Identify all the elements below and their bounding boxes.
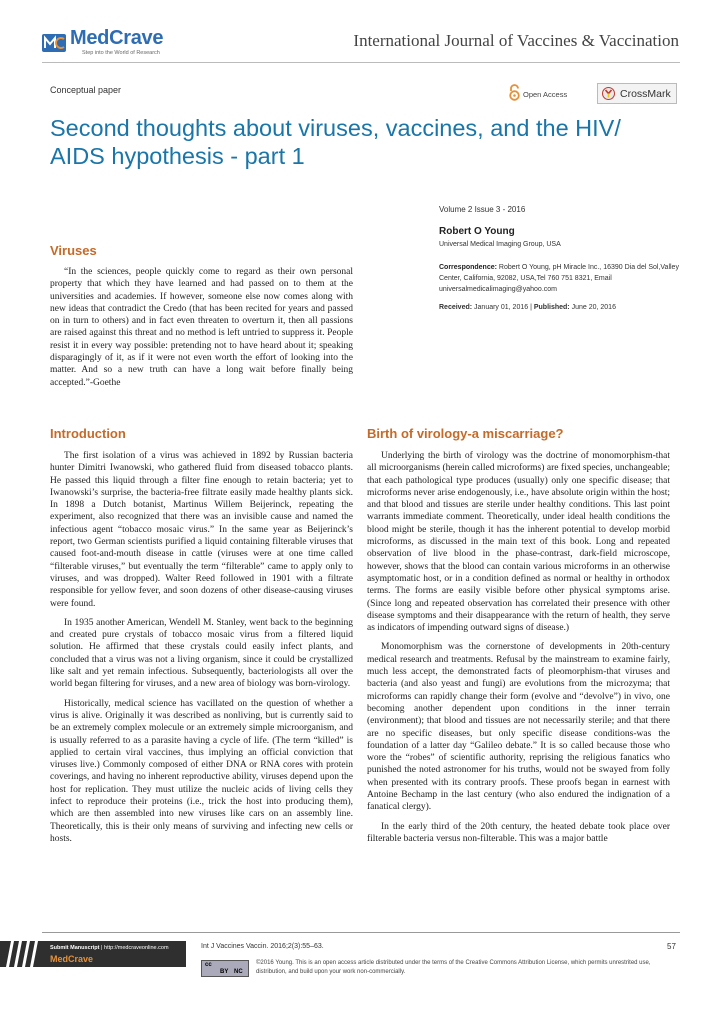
footer-divider xyxy=(42,932,680,933)
open-access-label: Open Access xyxy=(523,90,568,99)
author-affiliation: Universal Medical Imaging Group, USA xyxy=(439,241,561,248)
section-heading-introduction: Introduction xyxy=(50,426,126,441)
goethe-quote: “In the sciences, people quickly come to regard as their own personal property that which they have learned and had passed on to them at the universities and academies. If however, someone else now comes along with new ideas that contradict the Credo (that has been recited for years and passed on in turn to others) and in fact even threaten to overturn it, then all passions are raised against this threat and no method is left untried to suppress it. People resist it in every way possible: pretending not to have heard about it; speaking disparagingly of it, as if it were not even worth the effort of looking into the matter. And so a new truth can have a long wait before finally being accepted.”-Goethe xyxy=(50,267,353,388)
cc-icon: cc xyxy=(205,962,212,968)
submit-manuscript-link[interactable]: Submit Manuscript | http://medcraveonline.com xyxy=(50,945,169,951)
journal-title: International Journal of Vaccines & Vaccination xyxy=(353,31,679,50)
author-name: Robert O Young xyxy=(439,226,515,237)
paragraph: In the early third of the 20th century, the heated debate took place over filterable bacteria versus non-filterable. This was a major battle xyxy=(367,821,670,844)
section-heading-viruses: Viruses xyxy=(50,243,97,258)
article-title: Second thoughts about viruses, vaccines, and the HIV/ AIDS hypothesis - part 1 xyxy=(50,115,621,169)
crossmark-label: CrossMark xyxy=(620,88,671,100)
license-text: ©2016 Young. This is an open access article distributed under the terms of the Creative Commons Attribution License, which permits unrestrited use, distribution, and build upon your work non-commercially. xyxy=(256,960,651,975)
paragraph: In 1935 another American, Wendell M. Stanley, went back to the beginning and created pure crystals of tobacco mosaic virus from a filtered liquid solution. He affirmed that these crystals could easily infect plants, and concluded that a virus was not a living organism, since it could be crystallized like salt and yet remain infectious. Subsequently, bacteriologists all over the world began filtering for viruses, and a new area of biology was born-virology. xyxy=(50,617,353,690)
correspondence-text[interactable]: Robert O Young, pH Miracle Inc., 16390 Dia del Sol,Valley Center, California, 92082, USA,Tel 760 751 8321, Email universalmedicalimaging@yahoo.com xyxy=(439,264,679,293)
citation: Int J Vaccines Vaccin. 2016;2(3):55‒63. xyxy=(201,943,324,950)
brand-name[interactable]: MedCrave xyxy=(70,27,164,49)
stripes-decoration xyxy=(4,941,44,967)
correspondence xyxy=(439,262,689,295)
footer-brand: MedCrave xyxy=(50,954,94,964)
paper-type: Conceptual paper xyxy=(50,85,122,95)
brand-tagline: Step into the World of Research xyxy=(82,50,160,56)
medcrave-logo-icon xyxy=(42,30,68,54)
paragraph: The first isolation of a virus was achieved in 1892 by Russian bacteria hunter Dimitri Iwanowski, who gathered fluid from diseased tobacco plants. He passed this liquid through a filter fine enough to retain bacteria; yet to Iwanowski’s surprise, the bacteria-free filtrate easily made healthy plants sick. In 1898 a Dutch botanist, Martinus Willem Beijerinck, repeating the experiment, also recognized that there was an invisible cause and named the infectious agent “tobacco mosaic virus.” In the same year as Beijerinck’s report, two German scientists purified a liquid containing filterable viruses that caused foot-and-mouth disease in cattle (viruses were at one time called “filterable viruses,” but eventually the term “filterable” came to apply only to viruses, and was dropped). Walter Reed followed in 1901 with a filtrate responsible for yellow fever, and soon dozens of other disease-causing viruses were found. xyxy=(50,451,353,609)
creative-commons-badge[interactable] xyxy=(201,960,249,977)
crossmark-icon xyxy=(602,87,615,100)
published-date: June 20, 2016 xyxy=(571,304,616,311)
nc-icon: NC xyxy=(234,969,243,975)
birth-of-virology-body xyxy=(367,450,670,845)
page-number: 57 xyxy=(667,942,676,951)
correspondence-label: Correspondence: xyxy=(439,264,497,271)
dates: Received: January 01, 2016 | Published: June 20, 2016 xyxy=(439,304,616,311)
paragraph: Monomorphism was the cornerstone of developments in 20th-century medical research and treatments. Refusal by the mainstream to examine fairly, much less accept, the demonstrated facts of pleomorphism-that viruses and bacteria (and also yeast and fungi) are evolutions from the microzyma; that microforms can rapidly change their form (evolve and “devolve”) in vivo, one becoming another dependent upon conditions in the inner terrain (environment); that blood and tissues are not necessarily sterile; and that there are no specific diseases, but only specific disease conditions-was the foundation of a latter day “Galileo debate.” It is so called because those who wore the “robes” of scientific authority, reprising the religious fanatics who punished the noted astronomer for his truths, would not be swayed from folly when presented with its contrary proofs. These proofs began in earnest with Antoine Bechamp in the last century (who also endured the indignation of a fanatical clergy). xyxy=(367,642,670,813)
submit-manuscript-banner[interactable] xyxy=(0,941,186,967)
open-access-icon xyxy=(508,84,521,101)
crossmark-button[interactable] xyxy=(597,83,677,104)
paragraph: Underlying the birth of virology was the doctrine of monomorphism-that all microorganisms (herein called microforms) are fixed species, unchangeable; that each pathological type produces (usually) only one specific disease; that microforms never arise endogenously, i.e., have absolute origin within the host; and that blood and tissues are sterile under healthy conditions. This last point warrants immediate comment. Theoretically, under ideal health conditions the blood might be sterile, though it has the inherent potential to develop morbid microforms, as discussed in the main text of this book. Long and repeated observation of live blood in the phase-contrast, dark-field microscope, however, shows that the blood can contain various microforms in an otherwise asymptomatic host, or in a condition defined as normal or healthy in orthodox terms. The forms are easily visible before other physical symptoms arise. (Since long and repeated observation has correlated their presence with other disease symptoms and their disappearance with the return of health, they serve as indicators of impending outward signs of disease.) xyxy=(367,451,670,634)
received-date: January 01, 2016 xyxy=(474,304,529,311)
paragraph: Historically, medical science has vacillated on the question of whether a virus is alive. Originally it was described as nonliving, but is currently said to be an extremely complex molecule or an extremely simple microorganism, and is usually referred to as a parasite having a cycle of life. (The term “killed” is applied to certain viral vaccines, thus implying an official conviction that viruses live.) Commonly composed of either DNA or RNA cores with protein coverings, and having no inherent reproductive ability, viruses depend upon the host for replication. They must utilize the nucleic acids of living cells they infect to reproduce their proteins (i.e., trick the host into producing them), which are then assembled into new viruses like cars on an assembly line. Theoretically, this is their only means of surviving and infecting new cells or hosts. xyxy=(50,698,353,844)
introduction-body xyxy=(50,450,353,845)
header-divider xyxy=(42,62,680,63)
section-heading-birth-of-virology: Birth of virology-a miscarriage? xyxy=(367,426,564,441)
by-icon: BY xyxy=(220,969,229,975)
volume-issue: Volume 2 Issue 3 - 2016 xyxy=(439,205,526,214)
